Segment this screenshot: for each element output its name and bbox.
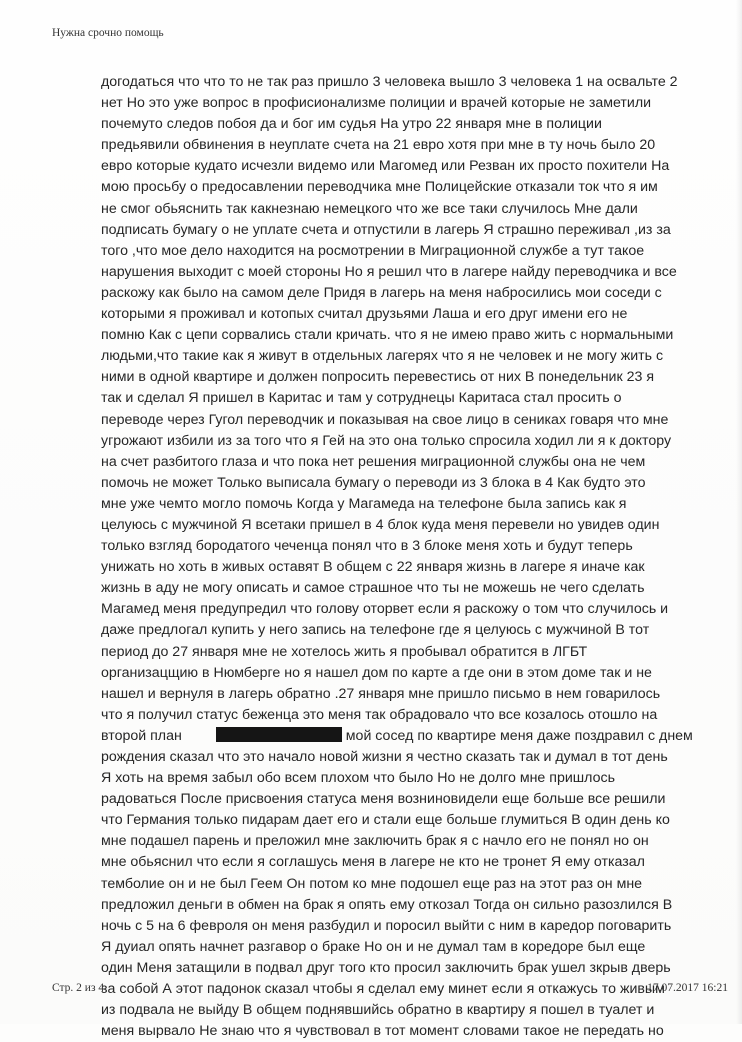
text-line: из подвала не выйду В общем поднявшийсь обратно в квартиру я пошел в туалет и: [101, 1002, 655, 1019]
text-line: помню Как с цепи сорвались стали кричать. что я не имею право жить с нормальными: [101, 327, 674, 344]
text-line: предьявили обвинения в неуплате счета на 21 евро хотя при мне в ту ночь было 20: [101, 137, 656, 154]
text-line: темболие он и не был Геем Он потом ко мне подошел еще раз на этот раз он мне: [101, 875, 643, 892]
text-line: нашел и вернуля в лагерь обратно .27 января мне пришло письмо в нем говарилось: [101, 685, 661, 702]
text-line: мне уже чемто могло помочь Когда у Магамеда на телефоне была запись как я: [101, 495, 627, 512]
page-edge-shadow: [736, 0, 742, 1024]
text-line: Я дуиал опять начнет разгавор о браке Но он и не думал там в коредоре был еще: [101, 938, 646, 955]
text-line: только взгляд бородатого чеченца понял что в 3 блоке меня хоть и будут теперь: [101, 538, 633, 555]
text-line: того ,что мое дело находится на росмотрении в Миграционной службе а тут такое: [101, 242, 645, 259]
text-line: евро которые кудато исчезли видемо или Магомед или Резван их просто похители На: [101, 158, 670, 175]
text-line: мне обьяснил что если я соглашусь меня в лагере не кто не тронет Я ему отказал: [101, 854, 645, 871]
text-line-with-redaction: [101, 726, 691, 747]
text-line: Я хоть на время забыл обо всем плохом что было Но не долго мне пришлось: [101, 770, 615, 787]
text-line: предложил деньги в обмен на брак я опять ему откозал Тогда он сильно разозлился В: [101, 896, 673, 913]
text-line: помочь не может Только выписала бумагу о переводи из 3 блока в 4 Как будто это: [101, 474, 646, 491]
text-line: Магамед меня предупредил что голову оторвет если я раскожу о том что случилось и: [101, 601, 669, 618]
text-line: так и сделал Я пришел в Каритас и там у сотруднецы Каритаса стал просить о: [101, 390, 622, 407]
text-line: которыми я проживал и котопых считал друзьями Лаша и его друг имени его не: [101, 306, 628, 323]
text-line: догодаться что что то не так раз пришло 3 человека вышло 3 человека 1 на освальте 2: [101, 74, 678, 90]
text-segment: мой сосед по квартире меня даже поздравил с днем: [345, 727, 693, 744]
text-line: унижать но хоть в живых оставят В общем с 22 января жизнь в лагере я иначе как: [101, 559, 645, 576]
redaction-bar: [216, 727, 342, 742]
text-line: мне подашел парень и преложил мне заключить брак я с начло его не понял но он: [101, 833, 649, 850]
text-line: не смог обьяснить так какнезнаю немецкого что же все таки случилось Мне дали: [101, 200, 638, 217]
print-timestamp: 17.07.2017 16:21: [647, 982, 728, 994]
text-line: организацщию в Нюмберге но я нашел дом по карте а где они в этом доме так и не: [101, 664, 652, 681]
text-line: переводе через Гугол переводчик и показывая на свое лицо в сениках говаря что мне: [101, 411, 669, 428]
text-line: что я получил статус беженца это меня так обрадовало что все козалось отошло на: [101, 706, 658, 723]
text-line: почемуто следов побоя да и бог им судья На утро 22 января мне в полиции: [101, 116, 602, 133]
text-line: ночь с 5 на 6 февроля он меня разбудил и поросил выйти с ним в каредор поговарить: [101, 917, 672, 934]
text-line: на счет разбитого глаза и что пока нет решения миграционной службы она не чем: [101, 453, 646, 470]
text-line: период до 27 января мне не хотелось жить я пробывал обратится в ЛГБТ: [101, 643, 588, 660]
text-line: меня вырвало Не знаю что я чувствовал в тот момент словами такое не передать но: [101, 1023, 664, 1040]
text-segment: второй план: [101, 727, 182, 744]
text-line: подписать бумагу о не уплате счета и отпустили в лагерь Я страшно переживал ,из за: [101, 221, 671, 238]
text-line: что Германия только пидарам дает его и стали еще больше глумиться В один день ко: [101, 812, 670, 829]
letter-body: [101, 72, 691, 1042]
text-line: даже предлогал купить у него запись на телефоне где я целуюсь с мужчиной В тот: [101, 622, 650, 639]
text-line: целуюсь с мужчиной Я всетаки пришел в 4 блок куда меня перевели но увидев один: [101, 516, 660, 533]
text-line: угрожают избили из за того что я Гей на это она только спросила ходил ли я к доктору: [101, 432, 672, 449]
text-line: мою просьбу о предосавлении переводчика мне Полицейские отказали ток что я им: [101, 179, 658, 196]
text-line: ними в одной квартире и должен попросить перевестись от них В понедельник 23 я: [101, 369, 655, 386]
text-line: людьми,что такие как я живут в отдельных лагерях что я не человек и не могу жить с: [101, 348, 664, 365]
text-line: один Меня затащили в подвал друг того кто просил заключить брак ушел зкрыв дверь: [101, 959, 671, 976]
text-line: рождения сказал что это начало новой жизни я честно сказать так и думал в тот день: [101, 749, 668, 765]
text-line: нет Но это уже вопрос в профисионализме полиции и врачей которые не заметили: [101, 95, 652, 112]
text-line: нарушения выходит с моей стороны Но я решил что в лагере найду переводчика и все: [101, 263, 677, 280]
page-header-title: Нужна срочно помощь: [52, 27, 164, 39]
text-line: за собой А этот падонок сказал чтобы я сделал ему минет если я откажусь то живым: [101, 981, 665, 998]
text-line: радоваться После присвоения статуса меня возниновидели еще больше все решили: [101, 791, 666, 808]
text-line: раскожу как было на самом деле Придя в лагерь на меня набросились мои соседи с: [101, 284, 662, 301]
page-number: Стр. 2 из 4: [52, 982, 105, 994]
text-line: жизнь в аду не могу описать и самое страшное что ты не можешь не чего сделать: [101, 580, 645, 597]
